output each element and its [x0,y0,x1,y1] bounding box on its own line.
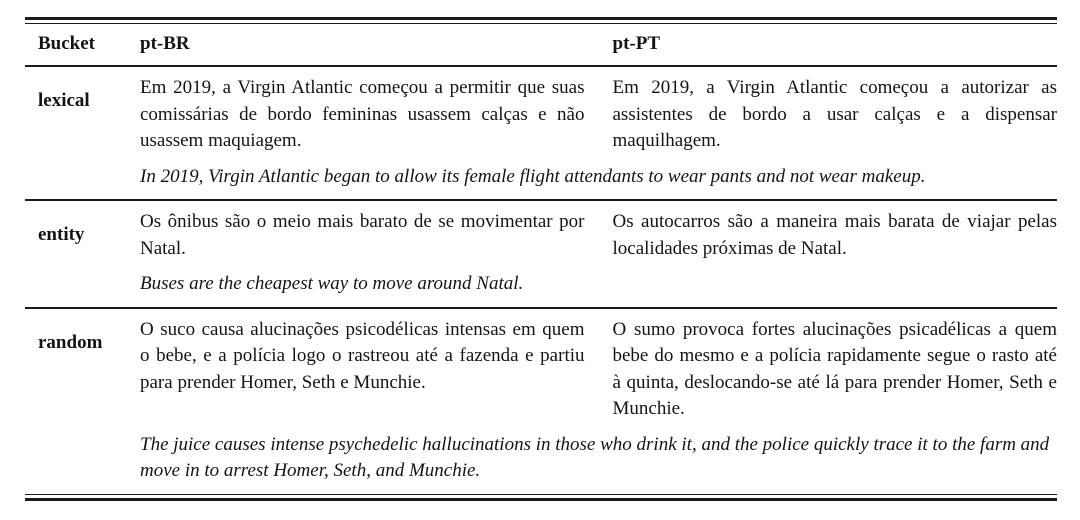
pt-br-text: Em 2019, a Virgin Atlantic começou a permitir que suas comissárias de bordo femininas usassem calças e não usassem maquiagem. [140,77,585,151]
top-rule [25,17,1057,24]
bucket-label: random [38,331,103,353]
english-translation: The juice causes intense psychedelic hallucinations in those who drink it, and the police quickly trace it to the farm and move in to arrest Homer, Seth, and Munchie. [140,433,1050,481]
pt-br-text: O suco causa alucinações psicodélicas intensas em quem o bebe, e a polícia logo o rastreou até a fazenda e partiu para prender Homer, Seth e Munchie. [140,318,585,393]
bottom-rule [25,494,1057,501]
pt-pt-text: Em 2019, a Virgin Atlantic começou a autorizar as assistentes de bordo a usar calças e a dispensar maquilhagem. [612,77,1057,151]
pt-br-text: Os ônibus são o meio mais barato de se movimentar por Natal. [140,211,585,259]
bucket-label: entity [38,224,85,245]
pt-pt-column-header: pt-PT [612,33,660,54]
pt-br-column-header: pt-BR [140,33,190,54]
comparison-table [25,17,1057,501]
english-translation: Buses are the cheapest way to move around Natal. [140,273,524,294]
bucket-column-header: Bucket [38,33,95,54]
pt-pt-text: O sumo provoca fortes alucinações psicadélicas a quem bebe do mesmo e a polícia rapidamente segue o rasto até à quinta, deslocando-se até lá para prender Homer, Seth e Munchie. [612,318,1057,419]
pt-pt-text: Os autocarros são a maneira mais barata de viajar pelas localidades próximas de Natal. [612,211,1057,259]
table-row-lexical [25,67,1057,199]
bucket-label: lexical [38,90,90,111]
english-translation: In 2019, Virgin Atlantic began to allow its female flight attendants to wear pants and not wear makeup. [140,165,926,187]
table-header-row [25,24,1057,65]
table-row-random [25,309,1057,494]
table-row-entity [25,201,1057,307]
